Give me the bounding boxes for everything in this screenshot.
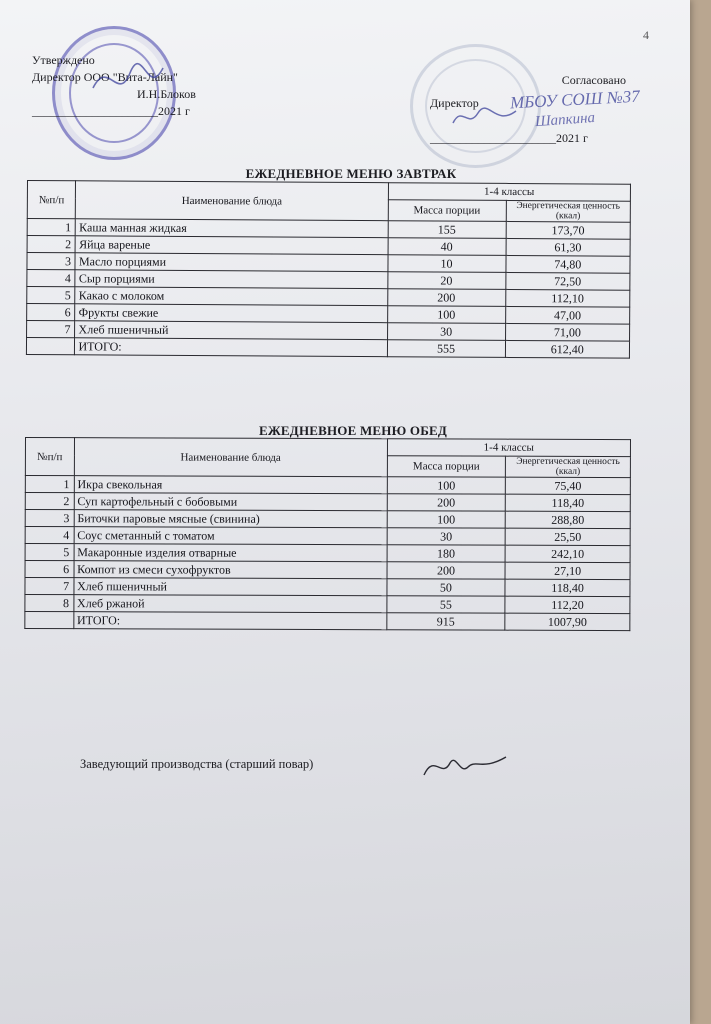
portion-mass: 30 — [387, 528, 506, 545]
energy-value: 25,50 — [505, 528, 630, 545]
portion-mass: 50 — [387, 579, 506, 596]
portion-mass: 100 — [387, 477, 506, 494]
dish-name: Хлеб пшеничный — [75, 321, 387, 340]
dish-name: Соус сметанный с томатом — [74, 527, 387, 545]
dish-name: Икра свекольная — [74, 476, 387, 494]
breakfast-table — [26, 180, 631, 359]
page-number: 4 — [643, 28, 649, 42]
dish-name: Хлеб пшеничный — [74, 578, 387, 596]
breakfast-title: ЕЖЕДНЕВНОЕ МЕНЮ ЗАВТРАК — [245, 166, 457, 181]
portion-mass: 30 — [387, 323, 505, 341]
table-row — [25, 578, 630, 597]
agreement-role: Директор — [430, 96, 479, 110]
table-row — [25, 595, 630, 614]
row-num: 5 — [25, 544, 74, 561]
row-num: 3 — [25, 510, 74, 527]
dish-name: Макаронные изделия отварные — [74, 544, 387, 562]
dish-name: Суп картофельный с бобовыми — [74, 493, 387, 511]
total-row — [26, 338, 629, 359]
portion-mass: 200 — [387, 494, 506, 511]
portion-mass: 155 — [388, 221, 506, 239]
col-header-num: №п/п — [27, 181, 76, 219]
row-num: 1 — [27, 219, 76, 236]
portion-mass: 200 — [387, 562, 506, 579]
approval-director-name: И.Н.Блоков — [137, 87, 196, 101]
row-num: 7 — [27, 321, 76, 338]
footer-signatory: Заведующий производства (старший повар) — [80, 757, 314, 771]
portion-mass: 55 — [387, 596, 506, 613]
energy-value: 242,10 — [505, 545, 630, 562]
dish-name: Сыр порциями — [75, 270, 387, 289]
agreement-date: _____________________2021 г — [430, 131, 588, 145]
row-num: 7 — [25, 578, 74, 595]
energy-value: 288,80 — [505, 511, 630, 528]
portion-mass: 180 — [387, 545, 506, 562]
portion-mass: 100 — [387, 511, 506, 528]
total-num — [25, 612, 74, 629]
row-num: 1 — [25, 476, 74, 493]
signature-right — [450, 103, 520, 131]
dish-name: Каша манная жидкая — [76, 219, 388, 238]
dish-name: Хлеб ржаной — [74, 595, 387, 613]
row-num: 8 — [25, 595, 74, 612]
col-header-energy: Энергетическая ценность (ккал) — [506, 456, 631, 477]
signature-left — [88, 48, 168, 108]
energy-value: 118,40 — [505, 494, 630, 511]
energy-value: 173,70 — [506, 221, 631, 239]
portion-mass: 20 — [387, 272, 505, 290]
chef-signature — [420, 745, 510, 785]
total-energy: 1007,90 — [505, 613, 630, 630]
row-num: 3 — [27, 253, 76, 270]
row-num: 2 — [25, 493, 74, 510]
dish-name: Компот из смеси сухофруктов — [74, 561, 387, 579]
table-row — [25, 476, 630, 495]
energy-value: 47,00 — [505, 306, 630, 324]
energy-value: 61,30 — [506, 238, 631, 256]
row-num: 6 — [25, 561, 74, 578]
col-header-energy: Энергетическая ценность (ккал) — [506, 200, 631, 222]
total-num — [26, 338, 75, 355]
energy-value: 74,80 — [506, 255, 631, 273]
row-num: 5 — [27, 287, 76, 304]
total-mass: 555 — [387, 340, 505, 358]
handwritten-school: МБОУ СОШ №37 — [509, 86, 641, 113]
portion-mass: 40 — [388, 238, 506, 256]
col-header-mass: Масса порции — [387, 456, 506, 477]
energy-value: 71,00 — [505, 323, 630, 341]
table-row — [25, 493, 630, 512]
total-energy: 612,40 — [505, 340, 630, 358]
table-row — [25, 544, 630, 563]
col-header-group: 1-4 классы — [387, 439, 630, 457]
dish-name: Биточки паровые мясные (свинина) — [74, 510, 387, 528]
row-num: 4 — [25, 527, 74, 544]
energy-value: 112,10 — [505, 289, 630, 307]
col-header-mass: Масса порции — [388, 200, 506, 222]
agreement-title: Согласовано — [561, 73, 626, 87]
row-num: 2 — [27, 236, 76, 253]
approval-date: _____________________2021 г — [32, 104, 190, 118]
energy-value: 72,50 — [505, 272, 630, 290]
dish-name: Яйца вареные — [76, 236, 388, 255]
col-header-name: Наименование блюда — [76, 181, 388, 221]
dish-name: Какао с молоком — [75, 287, 387, 306]
col-header-group: 1-4 классы — [388, 183, 631, 201]
col-header-name: Наименование блюда — [74, 438, 387, 477]
approval-director: Директор ООО "Вита-Лайн" — [32, 70, 178, 84]
row-num: 4 — [27, 270, 76, 287]
total-label: ИТОГО: — [75, 338, 387, 357]
total-label: ИТОГО: — [73, 612, 386, 630]
portion-mass: 200 — [387, 289, 505, 307]
dish-name: Масло порциями — [75, 253, 387, 272]
energy-value: 27,10 — [505, 562, 630, 579]
handwritten-signer: Шапкина — [534, 109, 596, 131]
lunch-title: ЕЖЕДНЕВНОЕ МЕНЮ ОБЕД — [259, 423, 447, 438]
energy-value: 75,40 — [505, 477, 630, 494]
row-num: 6 — [27, 304, 76, 321]
table-row — [25, 527, 630, 546]
dish-name: Фрукты свежие — [75, 304, 387, 323]
col-header-num: №п/п — [25, 438, 74, 476]
portion-mass: 100 — [387, 306, 505, 324]
lunch-table — [24, 437, 631, 631]
table-row — [25, 510, 630, 529]
approval-title: Утверждено — [32, 53, 95, 67]
energy-value: 118,40 — [505, 579, 630, 596]
total-mass: 915 — [387, 613, 506, 630]
energy-value: 112,20 — [505, 596, 630, 613]
table-row — [25, 561, 630, 580]
total-row — [25, 612, 630, 631]
portion-mass: 10 — [387, 255, 505, 273]
